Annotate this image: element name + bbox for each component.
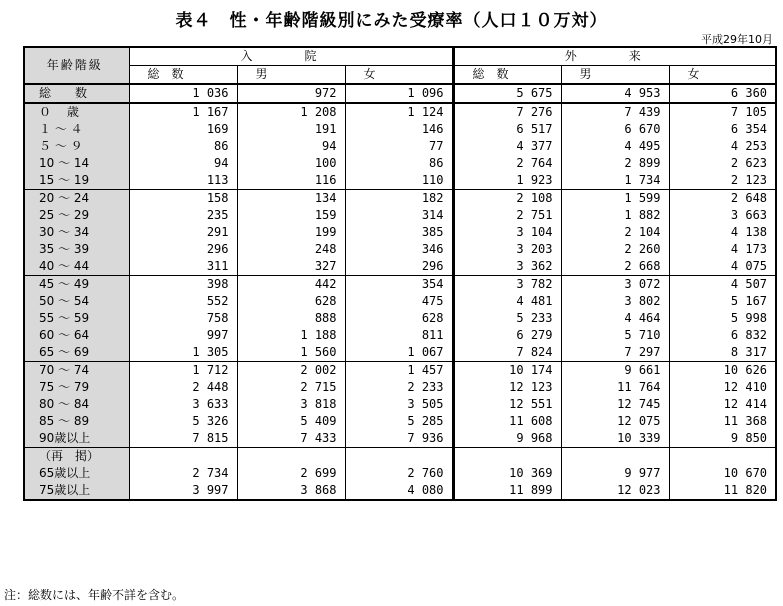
rate-cell: 3 633 <box>129 396 237 413</box>
table-body <box>24 84 776 500</box>
rate-cell: 385 <box>345 224 453 241</box>
rate-cell: 9 968 <box>453 430 561 448</box>
rate-cell: 11 820 <box>669 482 776 500</box>
age-label: 50 ～ 54 <box>24 293 129 310</box>
rate-cell: 1 167 <box>129 103 237 121</box>
rate-cell: 6 354 <box>669 121 776 138</box>
rate-cell: 2 760 <box>345 465 453 482</box>
rate-cell: 1 067 <box>345 344 453 362</box>
table-row <box>24 241 776 258</box>
table-row <box>24 362 776 380</box>
rate-cell: 4 253 <box>669 138 776 155</box>
inpatient-header: 入 院 <box>129 47 453 66</box>
rate-cell: 235 <box>129 207 237 224</box>
rate-cell: 159 <box>237 207 345 224</box>
rate-cell <box>345 448 453 466</box>
rate-cell: 7 815 <box>129 430 237 448</box>
age-label: 30 ～ 34 <box>24 224 129 241</box>
rate-cell: 1 599 <box>561 190 669 208</box>
rate-cell: 3 782 <box>453 276 561 294</box>
rate-cell: 12 414 <box>669 396 776 413</box>
rate-cell: 191 <box>237 121 345 138</box>
age-label: ０ 歳 <box>24 103 129 121</box>
rate-cell: 888 <box>237 310 345 327</box>
rate-cell: 2 734 <box>129 465 237 482</box>
rate-cell: 3 505 <box>345 396 453 413</box>
rate-cell: 94 <box>237 138 345 155</box>
rate-cell: 3 818 <box>237 396 345 413</box>
rate-cell: 4 481 <box>453 293 561 310</box>
outpatient-header: 外 来 <box>453 47 776 66</box>
age-label: 55 ～ 59 <box>24 310 129 327</box>
rate-cell: 314 <box>345 207 453 224</box>
rate-cell: 7 433 <box>237 430 345 448</box>
rate-cell: 6 360 <box>669 84 776 103</box>
table-row <box>24 207 776 224</box>
table-row <box>24 293 776 310</box>
age-label: 90歳以上 <box>24 430 129 448</box>
rate-cell: 1 712 <box>129 362 237 380</box>
table-row <box>24 155 776 172</box>
table-title: 表４ 性・年齢階級別にみた受療率（人口１０万対） <box>175 11 608 31</box>
table-row <box>24 138 776 155</box>
age-label: 80 ～ 84 <box>24 396 129 413</box>
footnote: 注：総数には、年齢不詳を含む。 <box>4 588 185 602</box>
rate-cell <box>669 448 776 466</box>
rate-cell: 4 464 <box>561 310 669 327</box>
table-row <box>24 172 776 190</box>
rate-cell: 552 <box>129 293 237 310</box>
rate-cell: 169 <box>129 121 237 138</box>
age-label: 20 ～ 24 <box>24 190 129 208</box>
age-label: 10 ～ 14 <box>24 155 129 172</box>
table-row <box>24 103 776 121</box>
rate-cell: 3 362 <box>453 258 561 276</box>
rate-cell: 346 <box>345 241 453 258</box>
rate-cell: 5 326 <box>129 413 237 430</box>
table-row <box>24 465 776 482</box>
rate-cell: 398 <box>129 276 237 294</box>
rate-cell: 3 072 <box>561 276 669 294</box>
rate-cell: 7 439 <box>561 103 669 121</box>
rate-cell: 10 339 <box>561 430 669 448</box>
rate-cell: 94 <box>129 155 237 172</box>
rate-cell: 327 <box>237 258 345 276</box>
rate-cell: 3 104 <box>453 224 561 241</box>
rate-cell: 12 551 <box>453 396 561 413</box>
inpatient-female-header: 女 <box>345 66 453 85</box>
age-label: 75歳以上 <box>24 482 129 500</box>
age-label: 総 数 <box>24 84 129 103</box>
rate-cell: 9 661 <box>561 362 669 380</box>
rate-cell: 2 260 <box>561 241 669 258</box>
age-label: 35 ～ 39 <box>24 241 129 258</box>
table-row <box>24 84 776 103</box>
rate-cell: 2 002 <box>237 362 345 380</box>
rate-cell: 475 <box>345 293 453 310</box>
table-row <box>24 344 776 362</box>
outpatient-total-header: 総 数 <box>453 66 561 85</box>
age-label: ５ ～ ９ <box>24 138 129 155</box>
rate-cell: 5 675 <box>453 84 561 103</box>
treatment-rate-table <box>23 46 777 501</box>
rate-cell: 11 608 <box>453 413 561 430</box>
rate-cell: 1 923 <box>453 172 561 190</box>
rate-cell: 2 123 <box>669 172 776 190</box>
rate-cell: 7 297 <box>561 344 669 362</box>
rate-cell: 158 <box>129 190 237 208</box>
outpatient-male-header: 男 <box>561 66 669 85</box>
date-note: 平成29年10月 <box>701 33 773 46</box>
rate-cell: 9 977 <box>561 465 669 482</box>
rate-cell: 134 <box>237 190 345 208</box>
rate-cell: 86 <box>129 138 237 155</box>
table-row <box>24 482 776 500</box>
rate-cell: 2 699 <box>237 465 345 482</box>
rate-cell: 100 <box>237 155 345 172</box>
rate-cell: 10 626 <box>669 362 776 380</box>
rate-cell: 182 <box>345 190 453 208</box>
table-row <box>24 448 776 466</box>
inpatient-male-header: 男 <box>237 66 345 85</box>
age-label: 60 ～ 64 <box>24 327 129 344</box>
rate-cell <box>237 448 345 466</box>
rate-cell: 2 715 <box>237 379 345 396</box>
rate-cell: 997 <box>129 327 237 344</box>
rate-cell: 110 <box>345 172 453 190</box>
rate-cell: 1 208 <box>237 103 345 121</box>
rate-cell: 5 710 <box>561 327 669 344</box>
age-label: 40 ～ 44 <box>24 258 129 276</box>
rate-cell: 5 233 <box>453 310 561 327</box>
table-row <box>24 413 776 430</box>
age-class-header: 年齢階級 <box>24 47 129 84</box>
age-label: 65 ～ 69 <box>24 344 129 362</box>
rate-cell: 5 285 <box>345 413 453 430</box>
age-label: 45 ～ 49 <box>24 276 129 294</box>
rate-cell: 1 124 <box>345 103 453 121</box>
rate-cell: 291 <box>129 224 237 241</box>
rate-cell: 10 670 <box>669 465 776 482</box>
rate-cell: 4 507 <box>669 276 776 294</box>
rate-cell: 972 <box>237 84 345 103</box>
age-label: 70 ～ 74 <box>24 362 129 380</box>
rate-cell: 811 <box>345 327 453 344</box>
rate-cell: 86 <box>345 155 453 172</box>
rate-cell: 3 802 <box>561 293 669 310</box>
rate-cell: 146 <box>345 121 453 138</box>
rate-cell: 4 080 <box>345 482 453 500</box>
rate-cell: 2 751 <box>453 207 561 224</box>
table-row <box>24 190 776 208</box>
rate-cell: 6 517 <box>453 121 561 138</box>
rate-cell: 1 036 <box>129 84 237 103</box>
rate-cell: 4 138 <box>669 224 776 241</box>
rate-cell: 2 104 <box>561 224 669 241</box>
rate-cell <box>129 448 237 466</box>
rate-cell: 296 <box>345 258 453 276</box>
rate-cell: 10 369 <box>453 465 561 482</box>
rate-cell: 1 882 <box>561 207 669 224</box>
rate-cell: 2 108 <box>453 190 561 208</box>
rate-cell <box>453 448 561 466</box>
rate-cell: 113 <box>129 172 237 190</box>
table-row <box>24 396 776 413</box>
rate-cell: 6 279 <box>453 327 561 344</box>
rate-cell: 3 663 <box>669 207 776 224</box>
rate-cell: 4 377 <box>453 138 561 155</box>
rate-cell: 628 <box>345 310 453 327</box>
rate-cell: 2 764 <box>453 155 561 172</box>
table-row <box>24 310 776 327</box>
rate-cell: 2 448 <box>129 379 237 396</box>
rate-cell: 1 305 <box>129 344 237 362</box>
rate-cell: 1 457 <box>345 362 453 380</box>
rate-cell: 2 648 <box>669 190 776 208</box>
rate-cell: 2 899 <box>561 155 669 172</box>
table-row <box>24 430 776 448</box>
rate-cell: 2 623 <box>669 155 776 172</box>
rate-cell: 7 105 <box>669 103 776 121</box>
rate-cell: 7 936 <box>345 430 453 448</box>
rate-cell: 11 764 <box>561 379 669 396</box>
age-label: （再 掲） <box>24 448 129 466</box>
rate-cell: 1 096 <box>345 84 453 103</box>
rate-cell: 1 188 <box>237 327 345 344</box>
rate-cell: 6 832 <box>669 327 776 344</box>
age-label: １ ～ ４ <box>24 121 129 138</box>
rate-cell: 7 276 <box>453 103 561 121</box>
rate-cell: 758 <box>129 310 237 327</box>
rate-cell: 4 495 <box>561 138 669 155</box>
rate-cell: 3 868 <box>237 482 345 500</box>
rate-cell: 5 167 <box>669 293 776 310</box>
rate-cell: 442 <box>237 276 345 294</box>
table-row <box>24 327 776 344</box>
rate-cell <box>561 448 669 466</box>
table-row <box>24 276 776 294</box>
rate-cell: 11 368 <box>669 413 776 430</box>
rate-cell: 3 997 <box>129 482 237 500</box>
age-label: 75 ～ 79 <box>24 379 129 396</box>
table-row <box>24 121 776 138</box>
table-row <box>24 379 776 396</box>
table-row <box>24 224 776 241</box>
rate-cell: 628 <box>237 293 345 310</box>
outpatient-female-header: 女 <box>669 66 776 85</box>
rate-cell: 5 998 <box>669 310 776 327</box>
rate-cell: 199 <box>237 224 345 241</box>
rate-cell: 1 734 <box>561 172 669 190</box>
rate-cell: 11 899 <box>453 482 561 500</box>
rate-cell: 4 075 <box>669 258 776 276</box>
rate-cell: 116 <box>237 172 345 190</box>
age-label: 85 ～ 89 <box>24 413 129 430</box>
rate-cell: 311 <box>129 258 237 276</box>
rate-cell: 248 <box>237 241 345 258</box>
rate-cell: 5 409 <box>237 413 345 430</box>
rate-cell: 12 023 <box>561 482 669 500</box>
rate-cell: 4 173 <box>669 241 776 258</box>
rate-cell: 12 745 <box>561 396 669 413</box>
rate-cell: 296 <box>129 241 237 258</box>
age-label: 15 ～ 19 <box>24 172 129 190</box>
rate-cell: 12 075 <box>561 413 669 430</box>
inpatient-total-header: 総 数 <box>129 66 237 85</box>
rate-cell: 10 174 <box>453 362 561 380</box>
rate-cell: 9 850 <box>669 430 776 448</box>
rate-cell: 2 233 <box>345 379 453 396</box>
rate-cell: 7 824 <box>453 344 561 362</box>
age-label: 65歳以上 <box>24 465 129 482</box>
age-label: 25 ～ 29 <box>24 207 129 224</box>
rate-cell: 12 410 <box>669 379 776 396</box>
rate-cell: 1 560 <box>237 344 345 362</box>
rate-cell: 4 953 <box>561 84 669 103</box>
rate-cell: 6 670 <box>561 121 669 138</box>
rate-cell: 354 <box>345 276 453 294</box>
rate-cell: 2 668 <box>561 258 669 276</box>
rate-cell: 3 203 <box>453 241 561 258</box>
rate-cell: 12 123 <box>453 379 561 396</box>
rate-cell: 77 <box>345 138 453 155</box>
rate-cell: 8 317 <box>669 344 776 362</box>
table-row <box>24 258 776 276</box>
